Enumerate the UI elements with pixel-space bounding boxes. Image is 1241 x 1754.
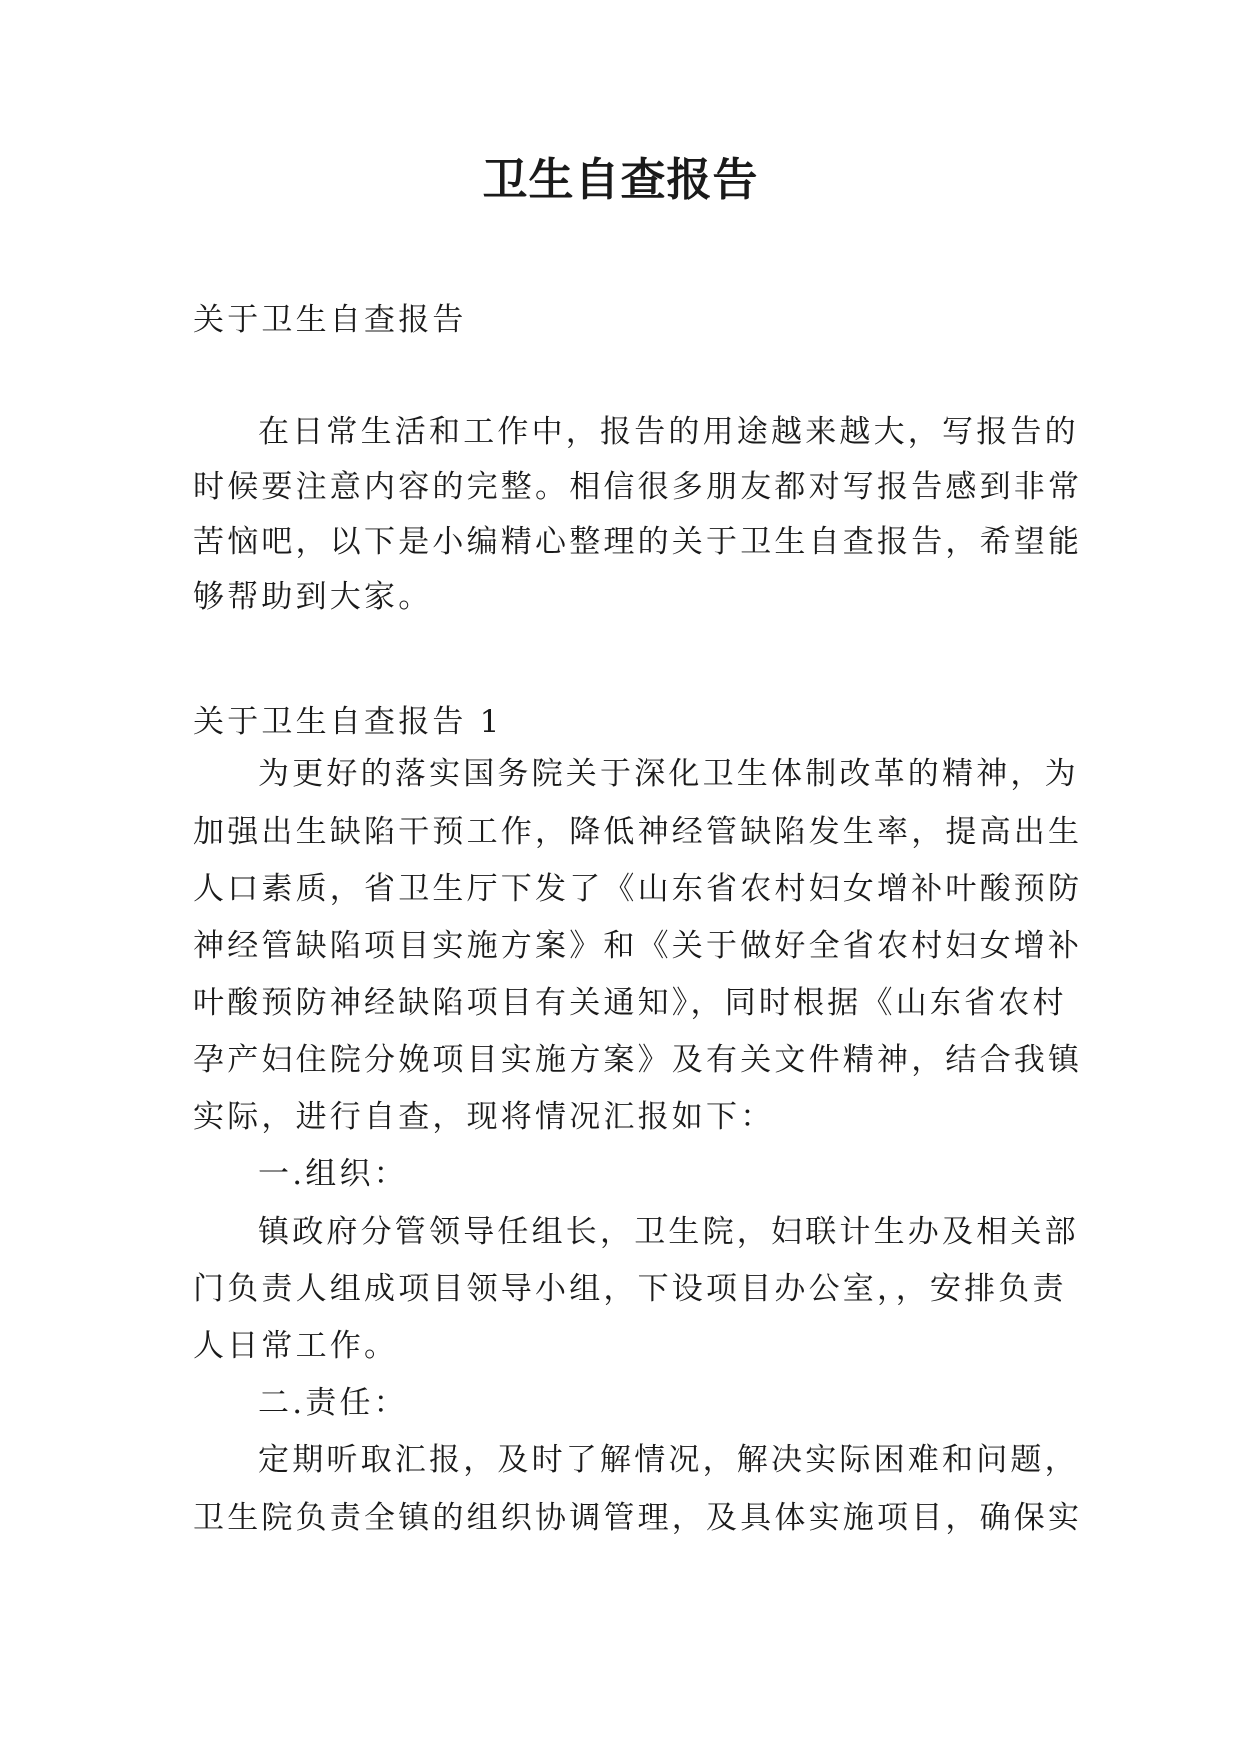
item2-heading: 二.责任：	[258, 1385, 408, 1421]
subtitle: 关于卫生自查报告	[193, 302, 467, 338]
intro-line-1: 在日常生活和工作中，报告的用途越来越大，写报告的	[258, 414, 1079, 450]
intro-line-3: 苦恼吧，以下是小编精心整理的关于卫生自查报告，希望能	[193, 524, 1083, 560]
item1-body-line-2: 门负责人组成项目领导小组，下设项目办公室，，安排负责	[193, 1271, 1067, 1307]
item2-body-line-2: 卫生院负责全镇的组织协调管理，及具体实施项目，确保实	[193, 1500, 1083, 1536]
intro-line-4: 够帮助到大家。	[193, 579, 433, 615]
intro-line-2: 时候要注意内容的完整。相信很多朋友都对写报告感到非常	[193, 469, 1083, 505]
paragraph1-line-2: 加强出生缺陷干预工作，降低神经管缺陷发生率，提高出生	[193, 814, 1083, 850]
item1-body-line-3: 人日常工作。	[193, 1328, 399, 1364]
item2-body-line-1: 定期听取汇报，及时了解情况，解决实际困难和问题，	[258, 1442, 1079, 1478]
document-title: 卫生自查报告	[482, 153, 759, 206]
section-heading: 关于卫生自查报告 1	[193, 704, 503, 740]
item1-heading: 一.组织：	[258, 1156, 408, 1192]
paragraph1-line-1: 为更好的落实国务院关于深化卫生体制改革的精神，为	[258, 756, 1079, 792]
item1-body-line-1: 镇政府分管领导任组长，卫生院，妇联计生办及相关部	[258, 1214, 1079, 1250]
paragraph1-line-5: 叶酸预防神经缺陷项目有关通知》，同时根据《山东省农村	[193, 985, 1067, 1021]
paragraph1-line-7: 实际，进行自查，现将情况汇报如下：	[193, 1099, 775, 1135]
paragraph1-line-4: 神经管缺陷项目实施方案》和《关于做好全省农村妇女增补	[193, 928, 1083, 964]
paragraph1-line-3: 人口素质，省卫生厅下发了《山东省农村妇女增补叶酸预防	[193, 871, 1083, 907]
paragraph1-line-6: 孕产妇住院分娩项目实施方案》及有关文件精神，结合我镇	[193, 1042, 1083, 1078]
